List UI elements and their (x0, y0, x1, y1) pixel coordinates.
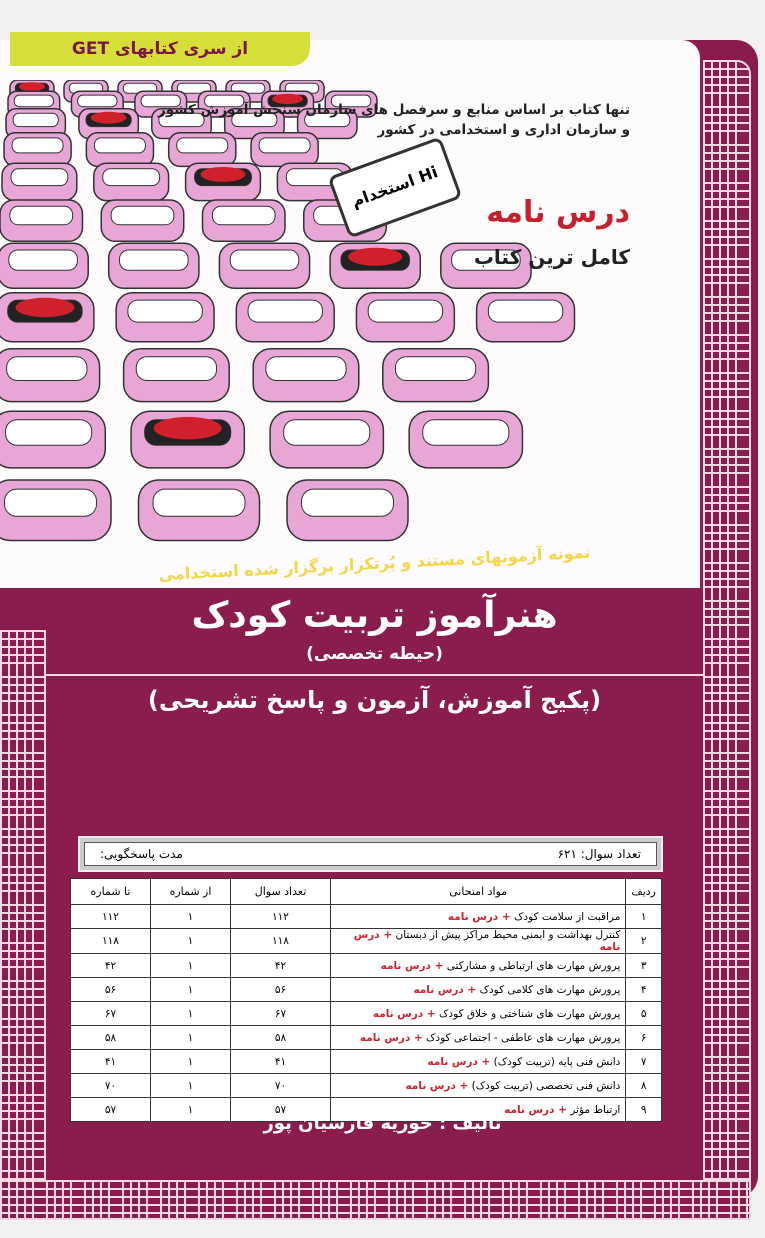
row-number: ۶ (626, 1026, 662, 1050)
to-cell: ۴۲ (71, 954, 151, 978)
left-pattern-border (0, 630, 46, 1180)
table-row (71, 1026, 662, 1050)
header-subject: مواد امتحانی (331, 879, 626, 905)
subject-cell (331, 1002, 626, 1026)
red-fish-icon (91, 112, 127, 124)
box-opening (111, 206, 174, 225)
count-cell: ۴۱ (231, 1050, 331, 1074)
table-row (71, 1074, 662, 1098)
darsname-suffix: + درس نامه (359, 1031, 423, 1044)
red-fish-icon (19, 82, 45, 91)
box-opening (78, 95, 117, 107)
row-number: ۷ (626, 1050, 662, 1074)
subjects-table (70, 878, 662, 1122)
table-row (71, 954, 662, 978)
brand-subtitle: کامل ترین کتاب (473, 245, 630, 269)
from-cell: ۱ (151, 1098, 231, 1122)
table-row (71, 1050, 662, 1074)
red-fish-icon (348, 248, 402, 266)
box-opening (7, 357, 87, 381)
subject-cell (331, 905, 626, 929)
box-opening (103, 169, 160, 186)
table-row (71, 905, 662, 929)
row-number: ۴ (626, 978, 662, 1002)
subject-text: کنترل بهداشت و ایمنی محیط مراکز پیش از دبستان (395, 929, 621, 941)
table-row (71, 1002, 662, 1026)
to-cell: ۵۶ (71, 978, 151, 1002)
subject-cell (331, 1050, 626, 1074)
red-fish-icon (154, 417, 222, 440)
row-number: ۸ (626, 1074, 662, 1098)
divider (46, 674, 703, 676)
box-opening (128, 300, 202, 322)
to-cell: ۷۰ (71, 1074, 151, 1098)
subject-text: ارتباط مؤثر (570, 1103, 621, 1116)
from-cell: ۱ (151, 1026, 231, 1050)
field-label: (حیطه تخصصی) (306, 644, 443, 664)
subject-text: پرورش مهارت های عاطفی - اجتماعی کودک (426, 1031, 621, 1044)
from-cell: ۱ (151, 905, 231, 929)
bottom-pattern-border (0, 1180, 751, 1220)
row-number: ۲ (626, 929, 662, 954)
subject-text: پرورش مهارت های شناختی و خلاق کودک (439, 1007, 621, 1020)
row-number: ۹ (626, 1098, 662, 1122)
box-opening (423, 420, 509, 445)
to-cell: ۱۱۸ (71, 929, 151, 954)
to-cell: ۴۱ (71, 1050, 151, 1074)
red-fish-icon (16, 298, 75, 318)
from-cell: ۱ (151, 954, 231, 978)
count-cell: ۶۷ (231, 1002, 331, 1026)
book-title: هنرآموز تربیت کودک (191, 595, 558, 636)
box-opening (13, 113, 58, 126)
count-cell: ۱۱۲ (231, 905, 331, 929)
package-label: (پکیج آموزش، آزمون و پاسخ تشریحی) (147, 686, 602, 714)
subtitle: نمونه آزمونهای مستند و پُرتکرار برگزار شده استخدامی (158, 542, 591, 585)
box-opening (368, 300, 442, 322)
subject-text: پرورش مهارت های کلامی کودک (479, 983, 621, 996)
darsname-suffix: + درس نامه (447, 910, 511, 923)
tagline-1: تنها کتاب بر اساس منابع و سرفصل های سازمان سنجش آموزش کشور (158, 102, 630, 118)
to-cell: ۵۷ (71, 1098, 151, 1122)
subject-cell (331, 1074, 626, 1098)
header-count: تعداد سوال (231, 879, 331, 905)
box-opening (302, 489, 394, 516)
right-pattern-border (703, 60, 751, 1185)
table-row (71, 978, 662, 1002)
header-to: تا شماره (71, 879, 151, 905)
darsname-suffix: + درس نامه (504, 1103, 567, 1116)
row-number: ۵ (626, 1002, 662, 1026)
box-opening (12, 138, 63, 153)
box-opening (395, 357, 475, 381)
box-opening (11, 169, 68, 186)
from-cell: ۱ (151, 1002, 231, 1026)
info-box (78, 836, 663, 872)
subject-text: پرورش مهارت های ارتباطی و مشارکتی (446, 959, 621, 972)
header-row-number: ردیف (626, 879, 662, 905)
box-opening (230, 250, 299, 270)
illustration-area (0, 40, 700, 588)
hi-estekhdam-stamp: Hi استخدام (328, 136, 463, 238)
box-opening (284, 420, 370, 445)
box-opening (266, 357, 346, 381)
from-cell: ۱ (151, 1050, 231, 1074)
duration-label: مدت پاسخگویی: (100, 847, 183, 861)
from-cell: ۱ (151, 1074, 231, 1098)
series-banner: از سری کتابهای GET (10, 32, 310, 66)
box-opening (6, 420, 92, 445)
darsname-suffix: + درس نامه (353, 929, 621, 953)
pink-boxes-illustration (0, 80, 700, 590)
question-count: تعداد سوال: ۶۲۱ (557, 847, 641, 861)
subject-text: دانش فنی پایه (تربیت کودک) (493, 1055, 621, 1068)
author: تألیف : حوریه فارسیان پور (263, 1113, 502, 1134)
darsname-suffix: + درس نامه (405, 1079, 469, 1092)
to-cell: ۶۷ (71, 1002, 151, 1026)
from-cell: ۱ (151, 978, 231, 1002)
brand-title: درس نامه (486, 195, 630, 230)
box-opening (120, 250, 189, 270)
subject-cell (331, 929, 626, 954)
box-opening (248, 300, 322, 322)
to-cell: ۵۸ (71, 1026, 151, 1050)
box-opening (259, 138, 310, 153)
count-cell: ۷۰ (231, 1074, 331, 1098)
box-opening (5, 489, 97, 516)
title-block (46, 542, 703, 714)
tagline-2: و سازمان اداری و استخدامی در کشور (377, 122, 630, 138)
subject-cell (331, 978, 626, 1002)
count-cell: ۵۶ (231, 978, 331, 1002)
box-opening (153, 489, 245, 516)
red-fish-icon (201, 167, 246, 182)
row-number: ۱ (626, 905, 662, 929)
box-opening (14, 95, 53, 107)
subject-text: مراقبت از سلامت کودک (514, 910, 621, 923)
row-number: ۳ (626, 954, 662, 978)
header-from: از شماره (151, 879, 231, 905)
box-opening (488, 300, 562, 322)
darsname-suffix: + درس نامه (427, 1055, 491, 1068)
count-cell: ۴۲ (231, 954, 331, 978)
box-opening (136, 357, 216, 381)
darsname-suffix: + درس نامه (413, 983, 477, 996)
box-opening (177, 138, 228, 153)
subject-cell (331, 1026, 626, 1050)
table-row (71, 929, 662, 954)
box-opening (10, 206, 73, 225)
from-cell: ۱ (151, 929, 231, 954)
subject-cell (331, 954, 626, 978)
box-opening (94, 138, 145, 153)
count-cell: ۵۸ (231, 1026, 331, 1050)
to-cell: ۱۱۲ (71, 905, 151, 929)
darsname-suffix: + درس نامه (380, 959, 444, 972)
subject-text: دانش فنی تخصصی (تربیت کودک) (471, 1079, 621, 1092)
count-cell: ۵۷ (231, 1098, 331, 1122)
box-opening (212, 206, 275, 225)
count-cell: ۱۱۸ (231, 929, 331, 954)
darsname-suffix: + درس نامه (372, 1007, 436, 1020)
box-opening (9, 250, 78, 270)
